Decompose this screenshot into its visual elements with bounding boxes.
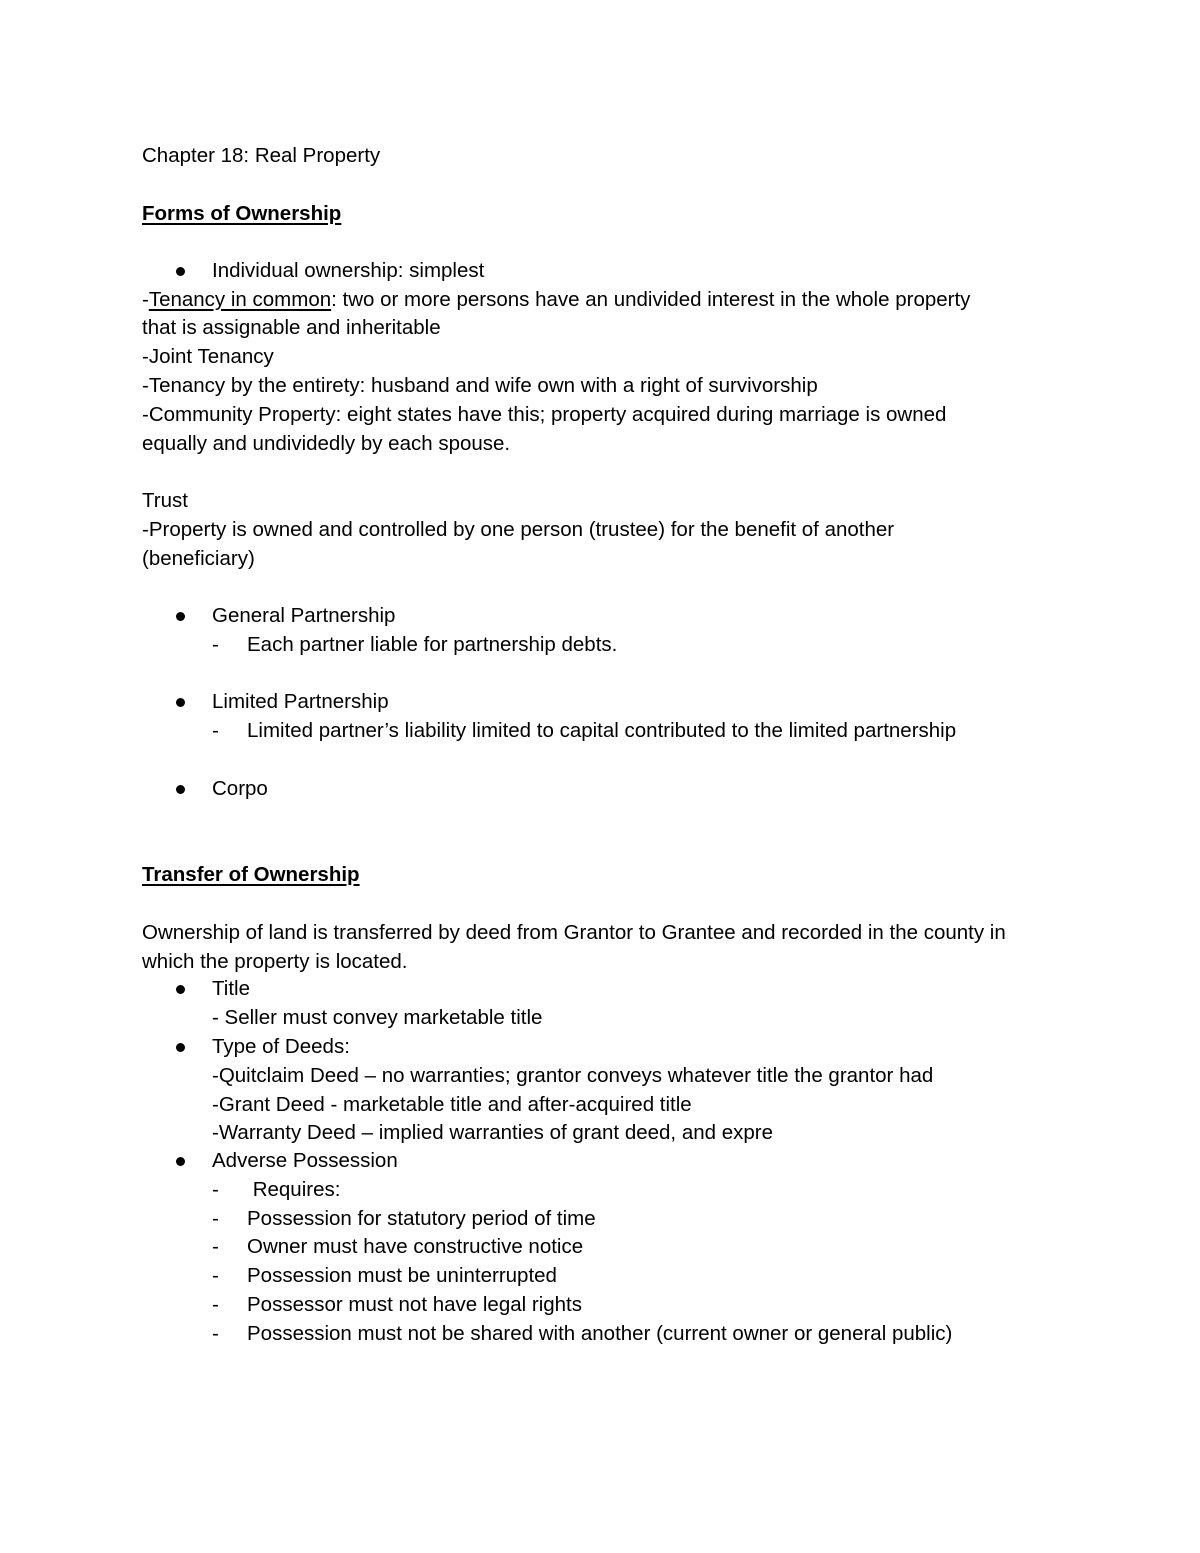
transfer-heading: Transfer of Ownership <box>142 863 360 886</box>
tenancy-in-common-line <box>142 286 970 314</box>
adverse-item: Possessor must not have legal rights <box>247 1293 582 1316</box>
deed-grant: -Grant Deed - marketable title and after-acquired title <box>212 1093 692 1116</box>
bullet-icon <box>176 1157 185 1166</box>
limited-partnership-detail: Limited partner’s liability limited to capital contributed to the limited partnership <box>247 719 957 742</box>
bullet-icon <box>176 612 185 621</box>
trust-line-2: (beneficiary) <box>142 547 255 570</box>
individual-ownership: Individual ownership: simplest <box>212 259 485 282</box>
title-label: Title <box>212 977 250 1000</box>
joint-tenancy: -Joint Tenancy <box>142 345 274 368</box>
dash-marker: - <box>212 1235 219 1258</box>
adverse-item: Possession must be uninterrupted <box>247 1264 557 1287</box>
dash-marker: - <box>212 1178 219 1201</box>
adverse-item: Owner must have constructive notice <box>247 1235 584 1258</box>
tenancy-prefix: - <box>142 288 149 311</box>
adverse-possession-label: Adverse Possession <box>212 1149 398 1172</box>
transfer-intro-2: which the property is located. <box>142 950 408 973</box>
page-title: Chapter 18: Real Property <box>142 144 381 167</box>
limited-partnership: Limited Partnership <box>212 690 389 713</box>
dash-marker: - <box>212 1293 219 1316</box>
title-detail: - Seller must convey marketable title <box>212 1006 543 1029</box>
tenancy-in-common-term: Tenancy in common <box>148 288 332 311</box>
adverse-item: Possession for statutory period of time <box>247 1207 596 1230</box>
adverse-item: Possession must not be shared with another (current owner or general public) <box>247 1322 953 1345</box>
bullet-icon <box>176 1043 185 1052</box>
dash-marker: - <box>212 719 219 742</box>
bullet-icon <box>176 267 185 276</box>
adverse-requires: Requires: <box>247 1178 341 1201</box>
bullet-icon <box>176 785 185 794</box>
dash-marker: - <box>212 1322 219 1345</box>
general-partnership-detail: Each partner liable for partnership debts. <box>247 633 618 656</box>
forms-heading: Forms of Ownership <box>142 202 342 225</box>
bullet-icon <box>176 985 185 994</box>
tenancy-in-common-definition: : two or more persons have an undivided interest in the whole property <box>331 288 971 311</box>
tenancy-by-entirety: -Tenancy by the entirety: husband and wife own with a right of survivorship <box>142 374 818 397</box>
deed-warranty: -Warranty Deed – implied warranties of grant deed, and expre <box>212 1121 773 1144</box>
community-property-2: equally and undividedly by each spouse. <box>142 432 511 455</box>
general-partnership: General Partnership <box>212 604 396 627</box>
trust-line-1: -Property is owned and controlled by one person (trustee) for the benefit of another <box>142 518 895 541</box>
community-property-1: -Community Property: eight states have this; property acquired during marriage is owned <box>142 403 947 426</box>
deeds-label: Type of Deeds: <box>212 1035 350 1058</box>
dash-marker: - <box>212 1264 219 1287</box>
bullet-icon <box>176 698 185 707</box>
trust-heading: Trust <box>142 489 188 512</box>
dash-marker: - <box>212 1207 219 1230</box>
transfer-intro-1: Ownership of land is transferred by deed from Grantor to Grantee and recorded in the county in <box>142 921 1006 944</box>
deed-quitclaim: -Quitclaim Deed – no warranties; grantor conveys whatever title the grantor had <box>212 1064 934 1087</box>
dash-marker: - <box>212 633 219 656</box>
tenancy-in-common-cont: that is assignable and inheritable <box>142 316 441 339</box>
corpo: Corpo <box>212 777 268 800</box>
